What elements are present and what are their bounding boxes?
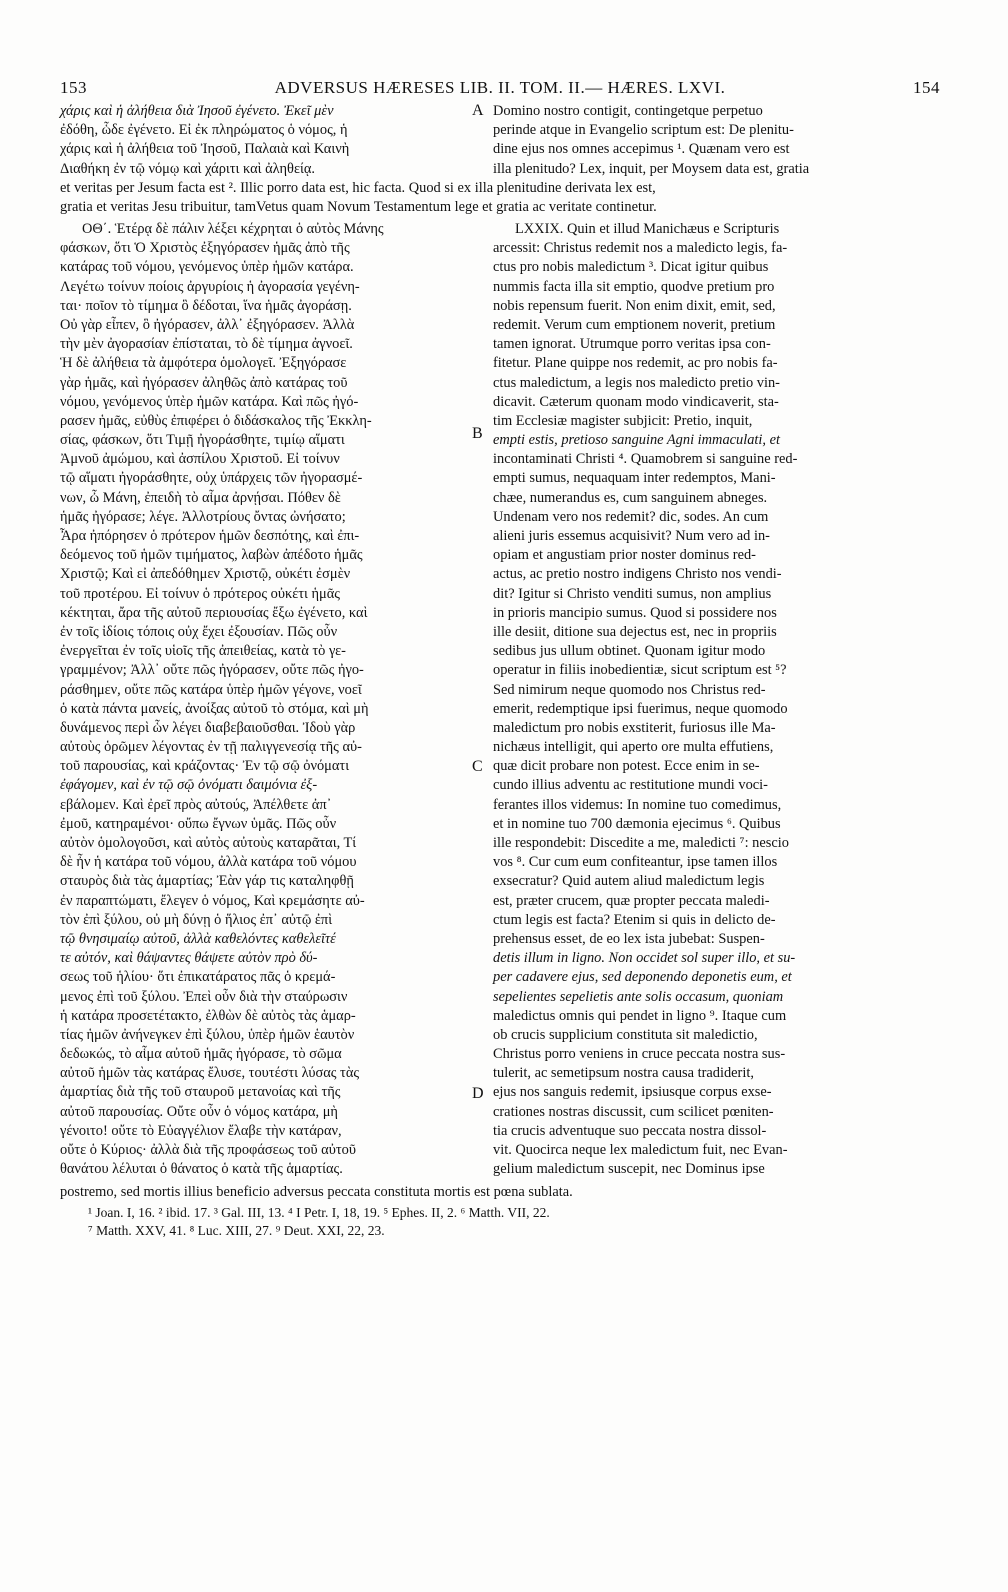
latin-line: empti estis, pretioso sanguine Agni immaculati, et: [493, 432, 780, 449]
greek-line: τὴν μὲν ἀγορασίαν ἐπίσταται, τὸ δὲ τίμημα ἀγνοεῖ.: [60, 336, 353, 353]
greek-line: σταυρὸς διὰ τὰς ἁμαρτίας; Ἐὰν γάρ τις καταληφθῇ: [60, 873, 354, 890]
greek-line: δεδωκώς, τὸ αἷμα αὐτοῦ ἡμᾶς ἠγόρασε, τὸ σῶμα: [60, 1046, 342, 1063]
latin-line: cundo illius adventu ac restitutione mundi voci-: [493, 777, 768, 794]
greek-line: ἐν τοῖς ἰδίοις τόποις οὐχ ἔχει ἐξουσίαν. Πῶς οὖν: [60, 623, 338, 640]
greek-line: ἐδόθη, ὧδε ἐγένετο. Εἰ ἐκ πληρώματος ὁ νόμος, ἡ: [60, 122, 348, 139]
latin-line: exsecratur? Quid autem aliud maledictum legis: [493, 873, 765, 890]
latin-line: detis illum in ligno. Non occidet sol super illo, et su-: [493, 950, 796, 967]
latin-line: fitetur. Plane quippe nos redemit, ac pro nobis fa-: [493, 355, 778, 372]
latin-line: incontaminati Christi ⁴. Quamobrem si sanguine red-: [493, 451, 798, 468]
greek-line: τε αὐτόν, καὶ θάψαντες θάψετε αὐτὸν πρὸ δύ-: [60, 950, 318, 967]
greek-line: χάρις καὶ ἡ ἀλήθεια τοῦ Ἰησοῦ, Παλαιὰ καὶ Καινὴ: [60, 141, 350, 158]
greek-line: γραμμένον; Ἀλλ᾽ οὔτε πῶς ἠγόρασεν, οὔτε πῶς ἠγο-: [60, 662, 364, 679]
page-number-right: 154: [913, 78, 940, 97]
greek-line: ἡμᾶς ἠγόρασε; λέγε. Ἀλλοτρίους ὄντας ὠνήσατο;: [60, 508, 346, 525]
greek-line: Λεγέτω τοίνυν ποίοις ἀργυρίοις ἡ ἀγορασία γεγένη-: [60, 278, 360, 295]
latin-line: redemit. Verum cum emptionem noverit, pretium: [493, 316, 776, 333]
latin-line: maledictum pro nobis exstiterit, furiosus ille Ma-: [493, 719, 776, 736]
latin-line: sedibus jus ullum obtinet. Quonam igitur modo: [493, 643, 766, 660]
greek-line: δὲ ἦν ἡ κατάρα τοῦ νόμου, ἀλλὰ κατάρα τοῦ νόμου: [60, 854, 357, 871]
latin-line: opiam et angustiam prior noster dominus red-: [493, 547, 756, 564]
latin-line: tulerit, ac semetipsum nostra causa tradiderit,: [493, 1065, 754, 1082]
latin-line: ctus maledictum, a legis nos maledicto pretio vin-: [493, 374, 780, 391]
latin-line: gelium maledictum suscepit, nec Dominus ipse: [493, 1161, 765, 1178]
latin-line: ille respondebit: Discedite a me, maledicti ⁷: nescio: [493, 835, 789, 851]
greek-line: Ἆρα ἠπόρησεν ὁ πρότερον ἡμῶν δεσπότης, καὶ ἐπι-: [60, 528, 360, 544]
latin-column: [493, 220, 943, 1179]
greek-line: αὐτοὺς ὁρῶμεν λέγοντας ἐν τῇ παλιγγενεσίᾳ τῆς αὐ-: [60, 739, 362, 756]
latin-line: arcessit: Christus redemit nos a maledicto legis, fa-: [493, 240, 788, 257]
latin-line: vit. Quocirca neque lex maledictum fuit, nec Evan-: [493, 1142, 788, 1158]
latin-line: ctus pro nobis maledictum ³. Dicat igitur quibus: [493, 259, 769, 276]
latin-line: ille desiit, ditione sua dejectus est, nec in propriis: [493, 623, 777, 640]
greek-line: μενος ἐπὶ τοῦ ξύλου. Ἐπεὶ οὖν διὰ τὴν σταύρωσιν: [60, 988, 348, 1005]
latin-line: alieni juris essemus acquisivit? Num vero ad in-: [493, 528, 770, 544]
greek-line: ἐμοῦ, κατηραμένοι· οὔπω ἔγνων ὑμᾶς. Πῶς οὖν: [60, 815, 337, 832]
latin-line: crationes nostras discussit, cum scilicet pœniten-: [493, 1103, 774, 1120]
latin-line: actus, ac pretio nostro indigens Christo nos vendi-: [493, 566, 782, 583]
greek-line: Διαθήκη ἐν τῷ νόμῳ καὶ χάριτι καὶ ἀληθείᾳ.: [60, 160, 315, 177]
latin-line: vos ⁸. Cur cum eum confiteantur, ipse tamen illos: [493, 854, 778, 871]
latin-line: nichæus intelligit, qui aperto ore multa effutiens,: [493, 739, 774, 756]
latin-line: est, præter crucem, quæ propter peccata maledi-: [493, 892, 770, 909]
latin-line: tamen ignorat. Utrumque porro veritas ipsa con-: [493, 336, 771, 353]
running-header: [60, 78, 940, 102]
latin-line: in prioris mancipio sumus. Quod si possidere nos: [493, 604, 777, 621]
greek-line: τῷ θνησιμαίῳ αὐτοῦ, ἀλλὰ καθελόντες καθελεῖτέ: [60, 930, 336, 947]
greek-line: δυνάμενος περὶ ὧν λέγει διαβεβαιοῦσθαι. Ἰδοὺ γὰρ: [60, 719, 356, 736]
greek-line: ΟΘ΄. Ἑτέρᾳ δὲ πάλιν λέξει κέχρηται ὁ αὐτὸς Μάνης: [82, 221, 384, 237]
latin-line: Undenam vero nos redemit? dic, sodes. An cum: [493, 508, 769, 525]
greek-line: σεως τοῦ ἡλίου· ὅτι ἐπικατάρατος πᾶς ὁ κρεμά-: [60, 969, 336, 986]
footnote-line: ¹ Joan. I, 16. ² ibid. 17. ³ Gal. III, 13. ⁴ I Petr. I, 18, 19. ⁵ Ephes. II, 2. ⁶ Matth. VII, 22.: [88, 1205, 550, 1220]
footnote-line: ⁷ Matth. XXV, 41. ⁸ Luc. XIII, 27. ⁹ Deut. XXI, 22, 23.: [88, 1223, 385, 1238]
greek-line: αὐτοῦ παρουσίας. Οὔτε οὖν ὁ νόμος κατάρα, μὴ: [60, 1103, 338, 1120]
latin-line: dicavit. Cæterum quonam modo vindicaverit, sta-: [493, 393, 779, 410]
latin-line: dine ejus nos omnes accepimus ¹. Quænam vero est: [493, 141, 790, 158]
latin-line: empti sumus, nequaquam inter redemptos, Mani-: [493, 470, 776, 487]
latin-line: tia crucis adventuque suo peccata nostra dissol-: [493, 1122, 767, 1139]
latin-line: emerit, redemptique ipsi fuerimus, neque quomodo: [493, 700, 788, 717]
latin-line: et in nomine tuo 700 dæmonia ejecimus ⁶. Quibus: [493, 815, 781, 832]
greek-column-top: [60, 102, 465, 179]
margin-marker-c: C: [472, 758, 483, 775]
greek-line: ται· ποῖον τὸ τίμημα ὃ δέδοται, ἵνα ἡμᾶς ἀγοράσῃ.: [60, 297, 352, 314]
running-title: ADVERSUS HÆRESES LIB. II. TOM. II.— HÆRES. LXVI.: [274, 78, 726, 97]
latin-line: ctum legis est facta? Etenim si quis in delicto de-: [493, 911, 776, 928]
footnotes: [88, 1204, 938, 1240]
greek-column: [60, 220, 465, 1179]
greek-line: κατάρας τοῦ νόμου, γενόμενος ὑπὲρ ἡμῶν κατάρα.: [60, 259, 354, 276]
greek-line: κέκτηται, ἄρα τῆς αὐτοῦ περιουσίας ἔξω ἐγένετο, καὶ: [60, 604, 368, 621]
full-width-line-bottom: postremo, sed mortis illius beneficio adversus peccata constituta mortis est pœna sublata.: [60, 1184, 573, 1200]
greek-line: φάσκων, ὅτι Ὁ Χριστὸς ἐξηγόρασεν ἡμᾶς ἀπὸ τῆς: [60, 240, 350, 257]
latin-line: chæe, numerandus es, cum sanguinem abneges.: [493, 489, 768, 506]
latin-line: maledictus omnis qui pendet in ligno ⁹. Itaque cum: [493, 1007, 787, 1024]
latin-line: Domino nostro contigit, contingetque perpetuo: [493, 103, 763, 119]
greek-line: εβάλομεν. Καὶ ἐρεῖ πρὸς αὐτούς, Ἀπέλθετε ἀπ᾽: [60, 796, 332, 813]
greek-line: Ἀμνοῦ ἀμώμου, καὶ ἀσπίλου Χριστοῦ. Εἰ τοίνυν: [60, 451, 340, 468]
greek-line: νόμου, γενόμενος ὑπὲρ ἡμῶν κατάρα. Καὶ πῶς ἠγό-: [60, 393, 359, 410]
greek-line: γὰρ ἡμᾶς, καὶ ἠγόρασεν ἀληθῶς ἀπὸ κατάρας τοῦ: [60, 374, 348, 391]
greek-line: τὸν ἐπὶ ξύλου, οὐ μὴ δύνῃ ὁ ἥλιος ἐπ᾽ αὐτῷ ἐπὶ: [60, 911, 333, 928]
latin-line: tim Ecclesiæ magister subjicit: Pretio, inquit,: [493, 412, 753, 429]
greek-line: νων, ὦ Μάνη, ἐπειδὴ τὸ αἷμα ἀρνῄσαι. Πόθεν δὲ: [60, 489, 341, 506]
greek-line: Ἡ δὲ ἀλήθεια τὰ ἀμφότερα ὁμολογεῖ. Ἐξηγόρασε: [60, 355, 347, 372]
greek-line: τῷ αἵματι ἠγοράσθητε, οὐχ ὑπάρχεις τῶν ἠγορασμέ-: [60, 470, 363, 487]
latin-line: LXXIX. Quin et illud Manichæus e Scripturis: [515, 221, 780, 237]
greek-line: ἐφάγομεν, καὶ ἐν τῷ σῷ ὀνόματι δαιμόνια ἐξ-: [60, 777, 318, 794]
latin-line: quæ dicit probare non potest. Ecce enim in se-: [493, 758, 760, 775]
page-number-left: 153: [60, 78, 87, 97]
greek-line: Χριστῷ; Καὶ εἰ ἀπεδόθημεν Χριστῷ, οὐκέτι ἐσμὲν: [60, 566, 351, 583]
greek-line: σίας, φάσκων, ὅτι Τιμῇ ἠγοράσθητε, τιμίῳ αἵματι: [60, 432, 345, 449]
greek-line: αὐτοῦ ἡμῶν τὰς κατάρας ἔλυσε, τουτέστι λύσας τὰς: [60, 1065, 360, 1082]
latin-line: illa plenitudo? Lex, inquit, per Moysem data est, gratia: [493, 160, 810, 177]
greek-line: τοῦ παρουσίας, καὶ κράζοντας· Ἐν τῷ σῷ ὀνόματι: [60, 758, 350, 775]
greek-line: θανάτου λέλυται ὁ θάνατος ὁ κατὰ τῆς ἁμαρτίας.: [60, 1161, 343, 1178]
greek-line: ὁ κατὰ πάντα μανείς, ἀνοίξας αὐτοῦ τὸ στόμα, καὶ μὴ: [60, 700, 369, 717]
greek-line: ἐνεργεῖται ἐν τοῖς υἱοῖς τῆς ἀπειθείας, κατὰ τὸ γε-: [60, 643, 346, 660]
greek-line: ράσθημεν, οὔτε πῶς κατάρα ὑπὲρ ἡμῶν γέγονε, νοεῖ: [60, 681, 362, 698]
greek-line: ἁμαρτίας διὰ τῆς τοῦ σταυροῦ μετανοίας καὶ τῆς: [60, 1084, 341, 1101]
latin-line: nobis repensum fuerit. Non enim dixit, emit, sed,: [493, 297, 776, 314]
latin-line: ejus nos sanguis redemit, ipsiusque corpus exse-: [493, 1084, 772, 1101]
latin-line: nummis facta illa sit emptio, quodve pretium pro: [493, 278, 775, 295]
greek-line: ἡ κατάρα προσετέτακτο, ἐλθὼν δὲ αὐτὸς τὰς ἁμαρ-: [60, 1007, 356, 1024]
latin-line: sepelientes sepelietis ante solis occasum, quoniam: [493, 988, 784, 1005]
greek-line: Οὐ γὰρ εἶπεν, ὃ ἠγόρασεν, ἀλλ᾽ ἐξηγόρασεν. Ἀλλὰ: [60, 316, 355, 333]
greek-line: οὔτε ὁ Κύριος· ἀλλὰ διὰ τῆς προφάσεως τοῦ αὐτοῦ: [60, 1142, 356, 1158]
latin-line: prehensus esset, de eo lex ista jubebat: Suspen-: [493, 930, 765, 947]
latin-line: ob crucis supplicium constituta sit maledictio,: [493, 1026, 758, 1043]
greek-line: τοῦ προτέρου. Εἰ τοίνυν ὁ πρότερος οὐκέτι ἡμᾶς: [60, 585, 340, 602]
latin-line: dit? Igitur si Christo venditi sumus, non amplius: [493, 585, 772, 602]
greek-line: ρασεν ἡμᾶς, εὐθὺς ἐπιφέρει ὁ διδάσκαλος τῆς Ἐκκλη-: [60, 412, 372, 429]
latin-column-top: [493, 102, 943, 179]
greek-line: αὐτὸν ὁμολογοῦσι, καὶ αὐτὸς αὐτοὺς καταρᾶται, Τί: [60, 835, 357, 851]
greek-line: τίας ἡμῶν ἀνήνεγκεν ἐπὶ ξύλου, ὑπὲρ ἡμῶν ἑαυτὸν: [60, 1026, 355, 1043]
latin-line: per cadavere ejus, sed deponendo deponetis eum, et: [493, 969, 792, 986]
latin-line: operatur in filiis inobedientiæ, sicut scriptum est ⁵?: [493, 662, 787, 679]
latin-line: perinde atque in Evangelio scriptum est: De plenitu-: [493, 122, 794, 139]
latin-line: Christus porro veniens in cruce peccata nostra sus-: [493, 1046, 786, 1063]
greek-line: χάρις καὶ ἡ ἀλήθεια διὰ Ἰησοῦ ἐγένετο. Ἐκεῖ μὲν: [60, 103, 334, 119]
greek-line: ἐν παραπτώματι, ἔλεγεν ὁ νόμος, Καὶ κρεμάσητε αὐ-: [60, 892, 365, 909]
greek-line: δεόμενος τοῦ ἡμῶν τιμήματος, λαβὼν ἀπέδοτο ἡμᾶς: [60, 547, 363, 564]
greek-line: γένοιτο! οὔτε τὸ Εὐαγγέλιον ἔλαβε τὴν κατάραν,: [60, 1122, 342, 1139]
margin-marker-d: D: [472, 1085, 484, 1102]
margin-marker-b: B: [472, 425, 483, 442]
margin-marker-a: A: [472, 102, 484, 119]
latin-line: Sed nimirum neque quomodo nos Christus red-: [493, 681, 766, 698]
latin-line: ferantes illos videmus: In nomine tuo comedimus,: [493, 796, 782, 813]
full-width-line: gratia et veritas Jesu tribuitur, tamVetus quam Novum Testamentum lege et gratia ac veritate continetur.: [60, 199, 657, 215]
full-width-line: et veritas per Jesum facta est ². Illic porro data est, hic facta. Quod si ex illa plenitudine derivata lex est,: [60, 180, 656, 196]
